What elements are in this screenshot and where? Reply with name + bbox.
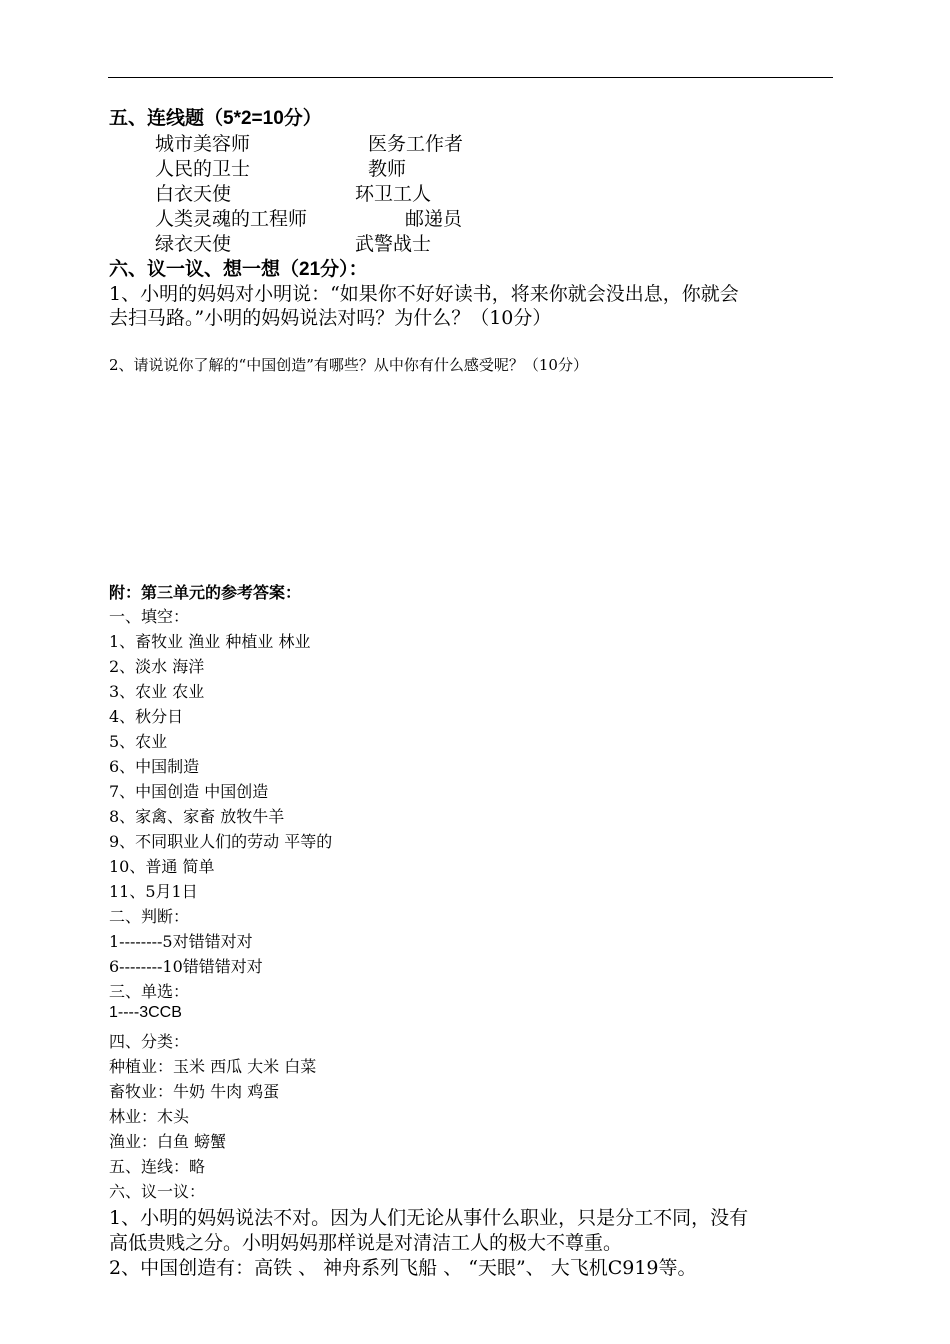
discuss-answer-2: 2、中国创造有：高铁 、 神舟系列飞船 、 “天眼”、 大飞机C919等。 <box>109 1257 697 1279</box>
header-rule <box>108 77 833 78</box>
fill-answer-8: 8、家禽、家畜 放牧牛羊 <box>109 807 285 826</box>
classify-answer-4: 渔业：白鱼 螃蟹 <box>109 1132 227 1151</box>
match-right-3: 环卫工人 <box>355 183 432 205</box>
choice-answer: 1----3CCB <box>109 1004 182 1021</box>
judge-answer-2: 6--------10错错错对对 <box>109 957 263 976</box>
fill-answer-6: 6、中国制造 <box>109 757 200 776</box>
match-left-3: 白衣天使 <box>155 183 232 205</box>
answers-title: 附：第三单元的参考答案： <box>109 585 302 602</box>
question1-line2: 去扫马路。”小明的妈妈说法对吗？为什么？（10分） <box>109 307 552 329</box>
question2: 2、请说说你了解的“中国创造”有哪些？从中你有什么感受呢？（10分） <box>109 356 588 374</box>
classify-title: 四、分类： <box>109 1032 190 1051</box>
match-right-1: 医务工作者 <box>368 133 464 155</box>
section5-title: 五、连线题（5*2=10分） <box>109 108 322 129</box>
fill-answer-1: 1、畜牧业 渔业 种植业 林业 <box>109 632 311 651</box>
fill-answer-3: 3、农业 农业 <box>109 682 205 701</box>
match-right-5: 武警战士 <box>355 233 432 255</box>
judge-answer-1: 1--------5对错错对对 <box>109 932 253 951</box>
fill-answer-11: 11、5月1日 <box>109 882 198 901</box>
discuss-answer-1-line2: 高低贵贱之分。小明妈妈那样说是对清洁工人的极大不尊重。 <box>109 1232 623 1254</box>
match-left-2: 人民的卫士 <box>155 158 251 180</box>
fill-answer-7: 7、中国创造 中国创造 <box>109 782 269 801</box>
fill-answer-2: 2、淡水 海洋 <box>109 657 205 676</box>
choice-title: 三、单选： <box>109 982 190 1001</box>
link-answer: 五、连线：略 <box>109 1157 206 1176</box>
classify-answer-3: 林业：木头 <box>109 1107 190 1126</box>
discuss-title: 六、议一议： <box>109 1182 206 1201</box>
fill-answer-5: 5、农业 <box>109 732 168 751</box>
fill-answer-4: 4、秋分日 <box>109 707 184 726</box>
fill-title: 一、填空： <box>109 607 190 626</box>
match-left-1: 城市美容师 <box>155 133 251 155</box>
discuss-answer-1-line1: 1、小明的妈妈说法不对。因为人们无论从事什么职业，只是分工不同，没有 <box>109 1207 749 1229</box>
question1-line1: 1、小明的妈妈对小明说：“如果你不好好读书，将来你就会没出息，你就会 <box>109 283 739 305</box>
fill-answer-9: 9、不同职业人们的劳动 平等的 <box>109 832 333 851</box>
match-left-5: 绿衣天使 <box>155 233 232 255</box>
classify-answer-2: 畜牧业：牛奶 牛肉 鸡蛋 <box>109 1082 280 1101</box>
match-left-4: 人类灵魂的工程师 <box>155 208 308 230</box>
classify-answer-1: 种植业：玉米 西瓜 大米 白菜 <box>109 1057 317 1076</box>
fill-answer-10: 10、普通 简单 <box>109 857 215 876</box>
judge-title: 二、判断： <box>109 907 190 926</box>
match-right-2: 教师 <box>368 158 407 180</box>
section6-title: 六、议一议、想一想（21分）： <box>109 259 368 280</box>
match-right-4: 邮递员 <box>405 208 463 230</box>
